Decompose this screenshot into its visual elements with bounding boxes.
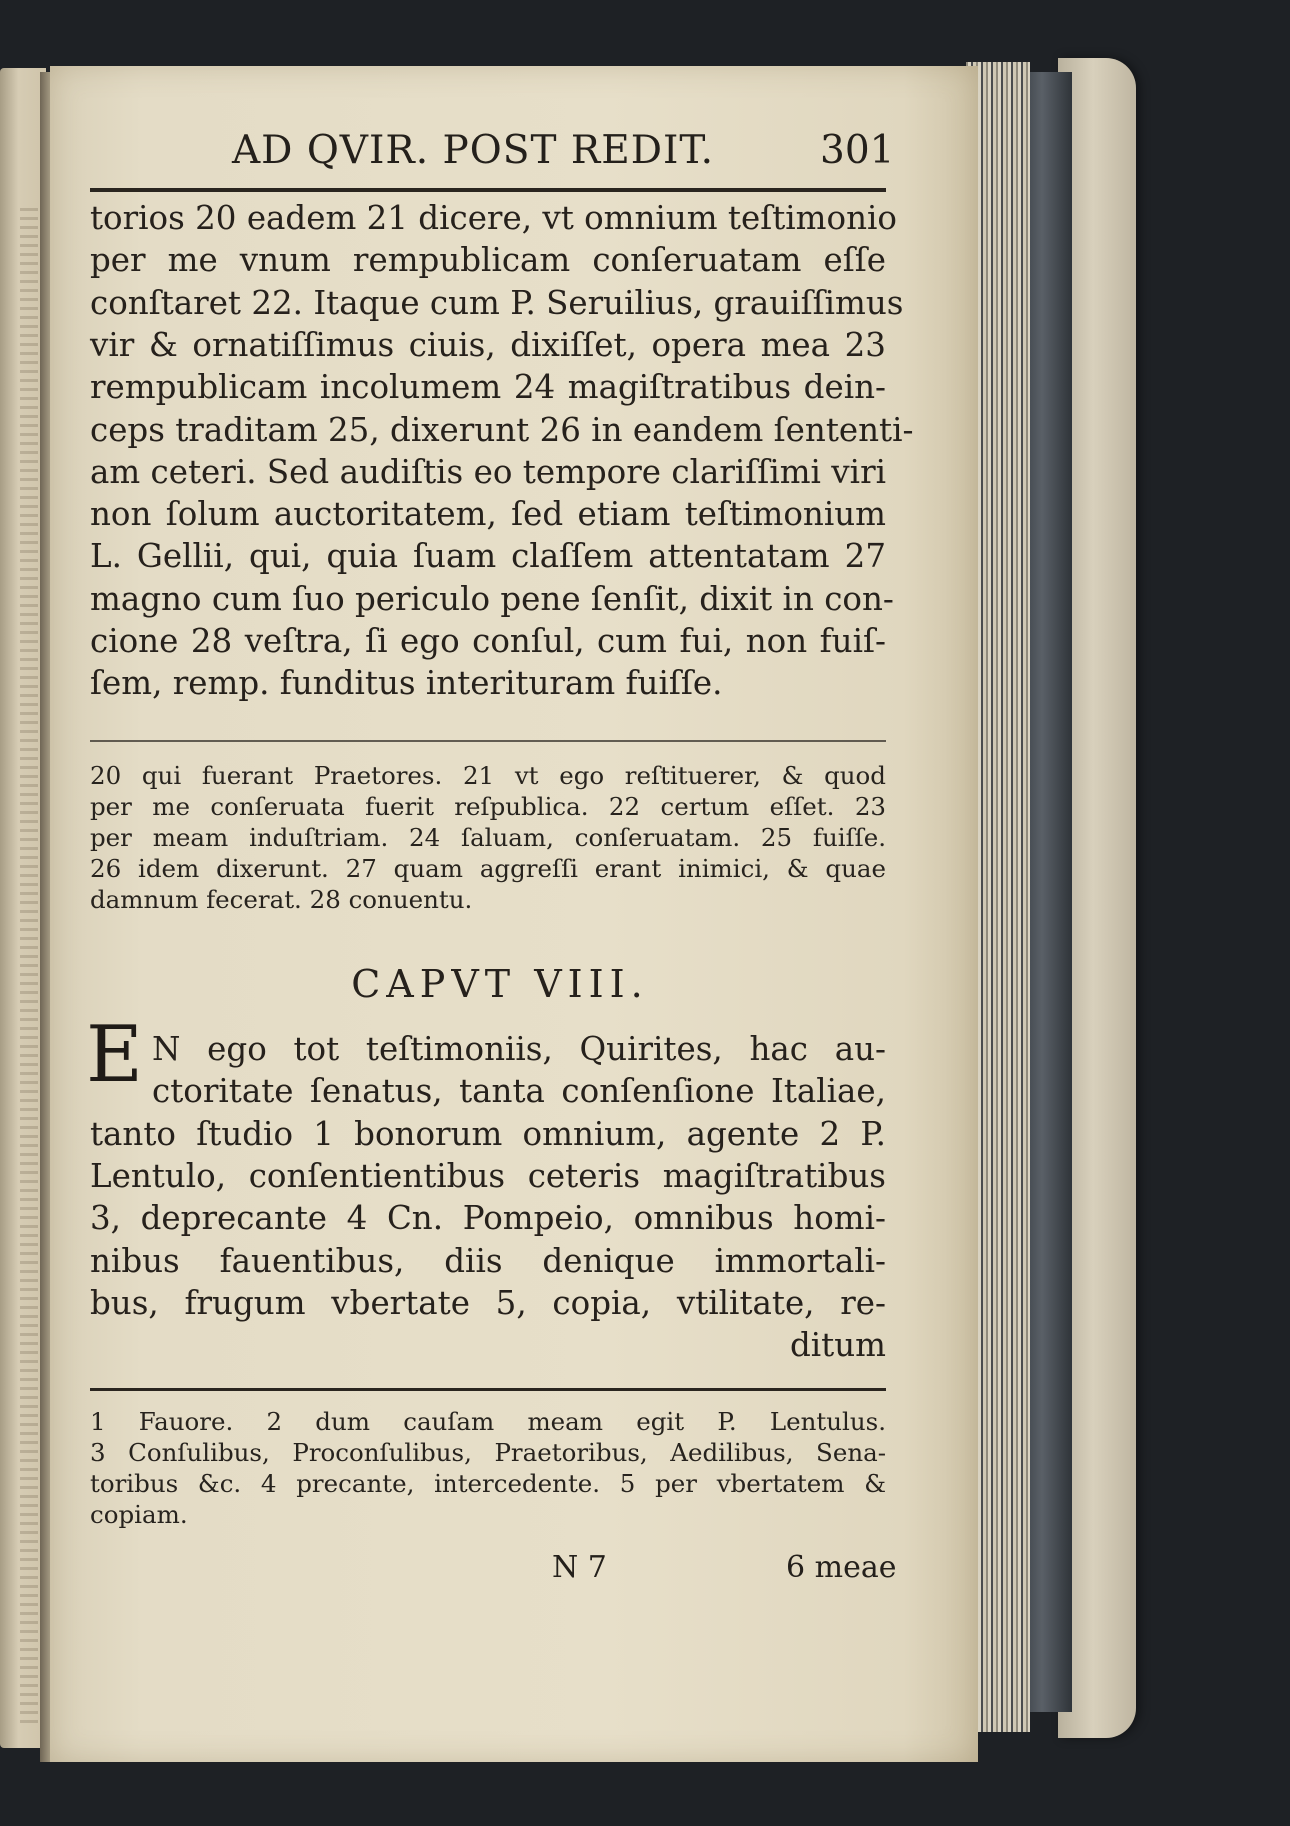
body-lines-line: magno cum ſuo periculo pene ſenſit, dixit in con- xyxy=(90,579,894,618)
notes-bottom-line: toribus &c. 4 precante, intercedente. 5 per vbertatem & xyxy=(90,1469,886,1498)
body-lines-line: conſtaret 22. Itaque cum P. Seruilius, grauiſſimus xyxy=(90,283,904,322)
notes-top-line: per meam induſtriam. 24 ſaluam, conſeruatam. 25 fuiſſe. xyxy=(90,823,886,852)
chapter-lines-line: ctoritate ſenatus, tanta conſenſione Italiae, xyxy=(152,1072,886,1111)
body-lines-line: non ſolum auctoritatem, ſed etiam teſtimonium xyxy=(90,495,886,534)
chapter-lines-line: Lentulo, conſentientibus ceteris magiſtratibus xyxy=(90,1156,886,1195)
notes-top-line: per me conſeruata fuerit reſpublica. 22 certum eſſet. 23 xyxy=(90,792,886,821)
page-number: 301 xyxy=(820,128,895,173)
notes-top-line: 20 qui fuerant Praetores. 21 vt ego reſtituerer, & quod xyxy=(90,761,886,790)
body-lines-line: am ceteri. Sed audiſtis eo tempore clariſſimi viri xyxy=(90,452,886,491)
body-lines-line: L. Gellii, qui, quia ſuam claſſem attentatam 27 xyxy=(90,537,886,576)
notes-rule-top xyxy=(90,740,886,742)
body-lines-line: vir & ornatiſſimus ciuis, dixiſſet, opera mea 23 xyxy=(90,325,886,364)
chapter-lines-line: bus, frugum vbertate 5, copia, vtilitate, re- xyxy=(90,1283,886,1322)
notes-rule-bottom xyxy=(90,1388,886,1391)
notes-top-line: damnum fecerat. 28 conuentu. xyxy=(90,885,473,914)
body-lines-line: ceps traditam 25, dixerunt 26 in eandem ſententi- xyxy=(90,410,914,449)
notes-bottom-line: copiam. xyxy=(90,1500,188,1529)
drop-capital: E xyxy=(86,1010,143,1100)
chapter-lines-line: tanto ſtudio 1 bonorum omnium, agente 2 P. xyxy=(90,1114,886,1153)
running-title: AD QVIR. POST REDIT. xyxy=(232,128,715,173)
notes-bottom-line: 3 Conſulibus, Proconſulibus, Praetoribus, Aedilibus, Sena- xyxy=(90,1438,886,1467)
chapter-lines-line: nibus fauentibus, diis denique immortali- xyxy=(90,1241,886,1280)
body-lines-line: ſem, remp. funditus interituram fuiſſe. xyxy=(90,664,723,703)
body-lines-line: torios 20 eadem 21 dicere, vt omnium teſtimonio xyxy=(90,199,897,237)
body-lines-line: per me vnum rempublicam conſeruatam eſſe xyxy=(90,241,886,280)
header-rule xyxy=(90,188,886,192)
chapter-heading: CAPVT VIII. xyxy=(351,962,649,1006)
body-lines-line: rempublicam incolumem 24 magiſtratibus dein- xyxy=(90,368,886,407)
notes-top-line: 26 idem dixerunt. 27 quam aggreſſi erant inimici, & quae xyxy=(90,854,886,883)
chapter-lines-line: 3, deprecante 4 Cn. Pompeio, omnibus homi- xyxy=(90,1199,886,1238)
signature-mark: N 7 xyxy=(552,1550,607,1585)
notes-bottom-line: 1 Fauore. 2 dum cauſam meam egit P. Lentulus. xyxy=(90,1407,886,1436)
chapter-lines-line: ditum xyxy=(789,1326,886,1365)
chapter-lines-line: N ego tot teſtimoniis, Quirites, hac au- xyxy=(152,1030,886,1068)
body-lines-line: cione 28 veſtra, ſi ego conſul, cum fui, non fuiſ- xyxy=(90,622,886,660)
catchword: 6 meae xyxy=(786,1550,897,1585)
